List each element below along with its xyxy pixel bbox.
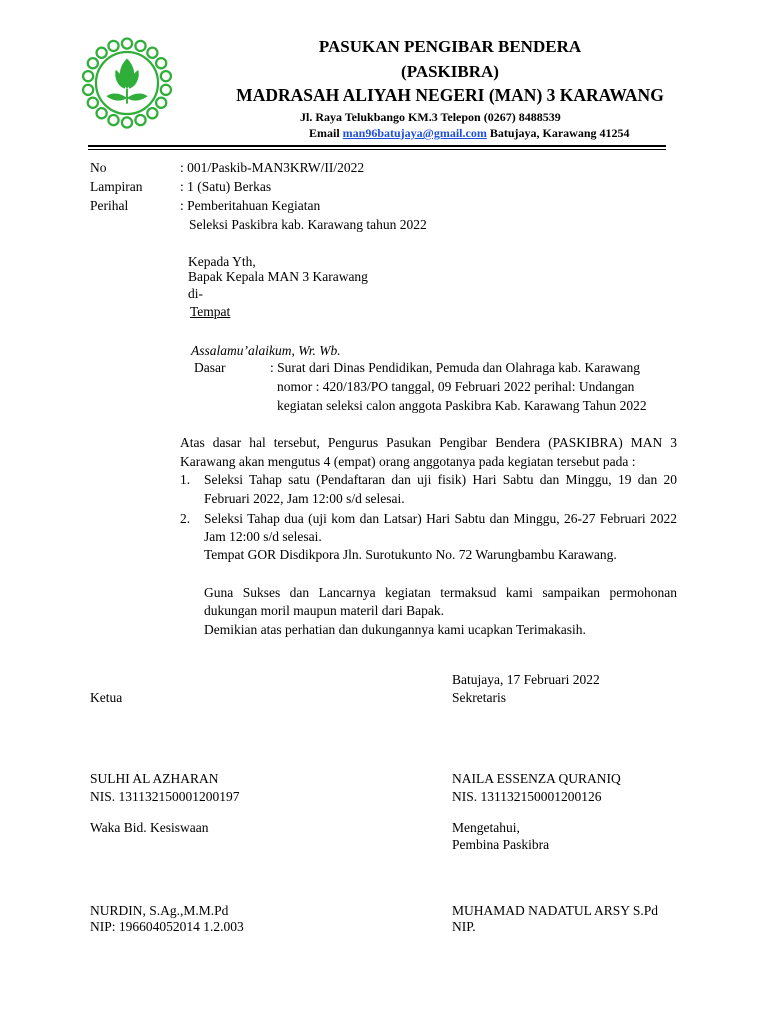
perihal-value-2: Seleksi Paskibra kab. Karawang tahun 2022 [189,217,427,232]
greeting: Assalamu’alaikum, Wr. Wb. [191,343,341,358]
logo-ring-bead [147,108,157,118]
logo-ring-bead [83,85,93,95]
pembina-nip: NIP. [452,919,476,934]
header-rule-thin [88,149,666,150]
waka-name: NURDIN, S.Ag.,M.M.Pd [90,903,229,918]
left-signer-nis: NIS. 131132150001200197 [90,789,240,804]
list-item-2-number: 2. [180,511,191,526]
right-signer-name: NAILA ESSENZA QURANIQ [452,771,621,786]
right-role: Sekretaris [452,690,506,705]
recipient-name: Bapak Kepala MAN 3 Karawang [188,269,368,284]
para2-line1: Guna Sukses dan Lancarnya kegiatan termaksud kami sampaikan permohonan [204,585,677,600]
email-link[interactable]: man96batujaya@gmail.com [342,126,487,140]
logo-ring-bead [88,58,98,68]
header-rule-thick [88,145,666,147]
dasar-line-3: kegiatan seleksi calon anggota Paskibra Kab. Karawang Tahun 2022 [277,398,647,413]
logo-ring-bead [108,41,118,51]
perihal-value: : Pemberitahuan Kegiatan [180,198,321,213]
org-abbrev: (PASKIBRA) [401,62,499,81]
list-item-1-line1: Seleksi Tahap satu (Pendaftaran dan uji fisik) Hari Sabtu dan Minggu, 19 dan 20 [204,472,677,487]
city-line: Batujaya, Karawang 41254 [489,126,630,140]
waka-role: Waka Bid. Kesiswaan [90,820,209,835]
logo-ring-bead [135,41,145,51]
pembina-name: MUHAMAD NADATUL ARSY S.Pd [452,903,659,918]
email-line [309,126,630,141]
para2-line2: dukungan moril maupun materil dari Bapak. [204,603,444,618]
left-signer-name: SULHI AL AZHARAN [90,771,219,786]
venue-line: Tempat GOR Disdikpora Jln. Surotukunto No. 72 Warungbambu Karawang. [204,547,617,562]
closing-line: Demikian atas perhatian dan dukungannya kami ucapkan Terimakasih. [204,622,586,637]
address-line: Jl. Raya Telukbango KM.3 Telepon (0267) 8488539 [300,110,561,124]
logo-ring-bead [83,71,93,81]
list-item-1-number: 1. [180,472,191,487]
logo-ring-bead [161,85,171,95]
logo-ring-bead [122,117,132,127]
no-label: No [90,160,107,175]
dasar-label: Dasar [194,360,226,375]
lampiran-label: Lampiran [90,179,143,194]
pembina-role: Pembina Paskibra [452,837,550,852]
logo-ring-bead [97,108,107,118]
recipient-di: di- [188,286,203,301]
letter-date: Batujaya, 17 Februari 2022 [452,672,600,687]
para1-line1: Atas dasar hal tersebut, Pengurus Pasukan Pengibar Bendera (PASKIBRA) MAN 3 [180,435,677,450]
dasar-line-2: nomor : 420/183/PO tanggal, 09 Februari 2022 perihal: Undangan [277,379,635,394]
lampiran-value: : 1 (Satu) Berkas [180,179,272,194]
logo-ring-bead [156,58,166,68]
logo-ring-bead [161,71,171,81]
para1-line2: Karawang akan mengutus 4 (empat) orang anggotanya pada kegiatan tersebut pada : [180,454,636,469]
recipient-salutation: Kepada Yth, [188,254,256,269]
email-label: Email [309,126,340,140]
logo-ring-bead [156,98,166,108]
logo-ring-bead [108,115,118,125]
org-name: PASUKAN PENGIBAR BENDERA [318,37,582,56]
logo-ring-bead [97,48,107,58]
perihal-label: Perihal [90,198,129,213]
list-item-2-line1: Seleksi Tahap dua (uji kom dan Latsar) Hari Sabtu dan Minggu, 26-27 Februari 2022 [204,511,677,526]
no-value: : 001/Paskib-MAN3KRW/II/2022 [180,160,365,175]
mengetahui-label: Mengetahui, [452,820,520,835]
list-item-2-line2: Jam 12:00 s/d selesai. [204,529,322,544]
list-item-1-line2: Februari 2022, Jam 12:00 s/d selesai. [204,491,405,506]
logo-ring-bead [147,48,157,58]
dasar-line-1: : Surat dari Dinas Pendidikan, Pemuda dan Olahraga kab. Karawang [270,360,641,375]
waka-nip: NIP: 196604052014 1.2.003 [90,919,244,934]
logo-ring-bead [122,38,132,48]
right-signer-nis: NIS. 131132150001200126 [452,789,602,804]
left-role: Ketua [90,690,123,705]
logo-ring-bead [88,98,98,108]
logo-ring-bead [135,115,145,125]
recipient-place: Tempat [190,304,231,319]
madrasah-logo [80,36,174,130]
school-name: MADRASAH ALIYAH NEGERI (MAN) 3 KARAWANG [236,85,664,105]
